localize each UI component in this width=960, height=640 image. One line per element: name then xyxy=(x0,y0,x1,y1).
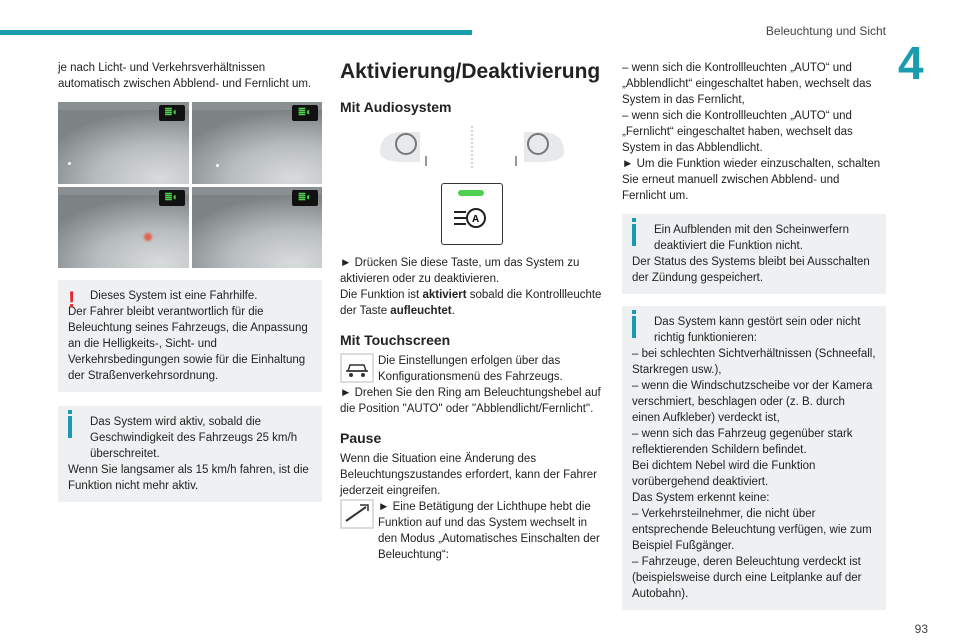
pause-text-1: Wenn die Situation eine Änderung des Beleuchtungszustandes erfordert, kann der Fahrer jederzeit eingreifen. xyxy=(340,453,597,497)
pause-heading: Pause xyxy=(340,430,382,446)
car-settings-icon xyxy=(340,353,374,383)
steering-wheel-illustration xyxy=(340,122,604,172)
headlamp-auto-icon: ≣◐ xyxy=(159,190,185,206)
illustration-2 xyxy=(192,102,323,184)
intro-text: je nach Licht- und Verkehrsverhältnissen automatisch zwischen Abblend- und Fernlicht um. xyxy=(58,62,312,90)
audio-heading: Mit Audiosystem xyxy=(340,99,452,115)
info2-item: Bei dichtem Nebel wird die Funktion vorübergehend deaktiviert. xyxy=(632,460,816,488)
column-right xyxy=(622,60,886,610)
info2-first: Das System kann gestört sein oder nicht richtig funktionieren: xyxy=(654,316,861,344)
audio-note: Die Funktion ist aktiviert sobald die Kontrollleuchte der Taste aufleuchtet. xyxy=(340,289,602,317)
info2-item: – bei schlechten Sichtverhältnissen (Schneefall, Starkregen usw.), xyxy=(632,348,876,376)
section-title: Beleuchtung und Sicht xyxy=(765,24,886,38)
header-accent-bar xyxy=(0,30,472,35)
headlamp-auto-icon: ≣◐ xyxy=(292,105,318,121)
chapter-number: 4 xyxy=(898,37,924,89)
column-left xyxy=(58,60,322,502)
illustration-1 xyxy=(58,102,189,184)
info-box-limitations xyxy=(622,306,886,610)
info-icon xyxy=(632,224,636,246)
list-item-1: – wenn sich die Kontrollleuchten „AUTO“ und „Abblendlicht“ eingeschaltet haben, wechselt das System in das Fernlicht, xyxy=(622,62,872,106)
info-box-speed xyxy=(58,406,322,502)
auto-headlamp-icon xyxy=(444,200,500,240)
audio-step: ► Drücken Sie diese Taste, um das System zu aktivieren oder zu deaktivieren. xyxy=(340,257,580,285)
info-box-flash xyxy=(622,214,886,294)
touchscreen-text-1: Die Einstellungen erfolgen über das Konfigurationsmenü des Fahrzeugs. xyxy=(378,355,563,383)
info-icon xyxy=(632,316,636,338)
info2-item: – wenn die Windschutzscheibe vor der Kamera verschmiert, beschlagen oder (z. B. durch einen Aufkleber) verdeckt ist, xyxy=(632,380,873,424)
warning-icon: ! xyxy=(68,287,76,312)
touchscreen-text-2: ► Drehen Sie den Ring am Beleuchtungshebel auf die Position "AUTO" oder "Abblendlicht/Fernlicht". xyxy=(340,387,601,415)
touchscreen-row xyxy=(340,353,604,385)
page-number: 93 xyxy=(914,622,928,636)
svg-text:A: A xyxy=(472,214,480,225)
headlamp-auto-icon: ≣◐ xyxy=(159,105,185,121)
indicator-led xyxy=(458,190,484,196)
list-item-2: – wenn sich die Kontrollleuchten „AUTO“ und „Fernlicht“ eingeschaltet haben, wechselt das System in das Abblendlicht. xyxy=(622,110,853,154)
headlight-illustrations xyxy=(58,102,322,268)
warning-box xyxy=(58,280,322,392)
steering-wheel-icon xyxy=(380,132,426,166)
headlamp-flash-icon xyxy=(340,499,374,529)
illustration-3 xyxy=(58,187,189,269)
info1-rest: Der Status des Systems bleibt bei Ausschalten der Zündung gespeichert. xyxy=(632,256,870,284)
illustration-4 xyxy=(192,187,323,269)
info-first: Das System wird aktiv, sobald die Geschwindigkeit des Fahrzeugs 25 km/h überschreitet. xyxy=(90,416,298,460)
info-icon xyxy=(68,416,72,438)
warning-first: Dieses System ist eine Fahrhilfe. xyxy=(90,290,258,302)
steering-wheel-icon xyxy=(516,132,564,166)
info2-item: – wenn sich das Fahrzeug gegenüber stark reflektierenden Schildern befindet. xyxy=(632,428,853,456)
section-heading: Aktivierung/Deaktivierung xyxy=(340,60,601,83)
pause-text-2: ► Eine Betätigung der Lichthupe hebt die Funktion auf und das System wechselt in den Modus „Automatisches Einschalten der Beleuchtung“: xyxy=(378,501,600,561)
touchscreen-heading: Mit Touchscreen xyxy=(340,332,451,348)
info1-first: Ein Aufblenden mit den Scheinwerfern deaktiviert die Funktion nicht. xyxy=(654,224,849,252)
column-middle xyxy=(340,60,604,563)
list-item-3: ► Um die Funktion wieder einzuschalten, schalten Sie erneut manuell zwischen Abblend- und Fernlicht um. xyxy=(622,158,881,202)
pause-row xyxy=(340,499,604,563)
headlamp-auto-icon: ≣◐ xyxy=(292,190,318,206)
info2-item: – Verkehrsteilnehmer, die nicht über entsprechende Beleuchtung verfügen, wie zum Beispiel Fußgänger. xyxy=(632,508,872,552)
info2-item: Das System erkennt keine: xyxy=(632,492,770,504)
info2-item: – Fahrzeuge, deren Beleuchtung verdeckt ist (beispielsweise durch eine Leitplanke auf der Autobahn). xyxy=(632,556,862,600)
info-rest: Wenn Sie langsamer als 15 km/h fahren, ist die Funktion nicht mehr aktiv. xyxy=(68,464,309,492)
warning-rest: Der Fahrer bleibt verantwortlich für die Beleuchtung seines Fahrzeugs, die Anpassung an die Helligkeits-, Sicht- und Verkehrsbedingungen sowie für die Einhaltung der Straßenverkehrsordnung. xyxy=(68,306,308,382)
auto-high-beam-button[interactable] xyxy=(441,183,503,245)
